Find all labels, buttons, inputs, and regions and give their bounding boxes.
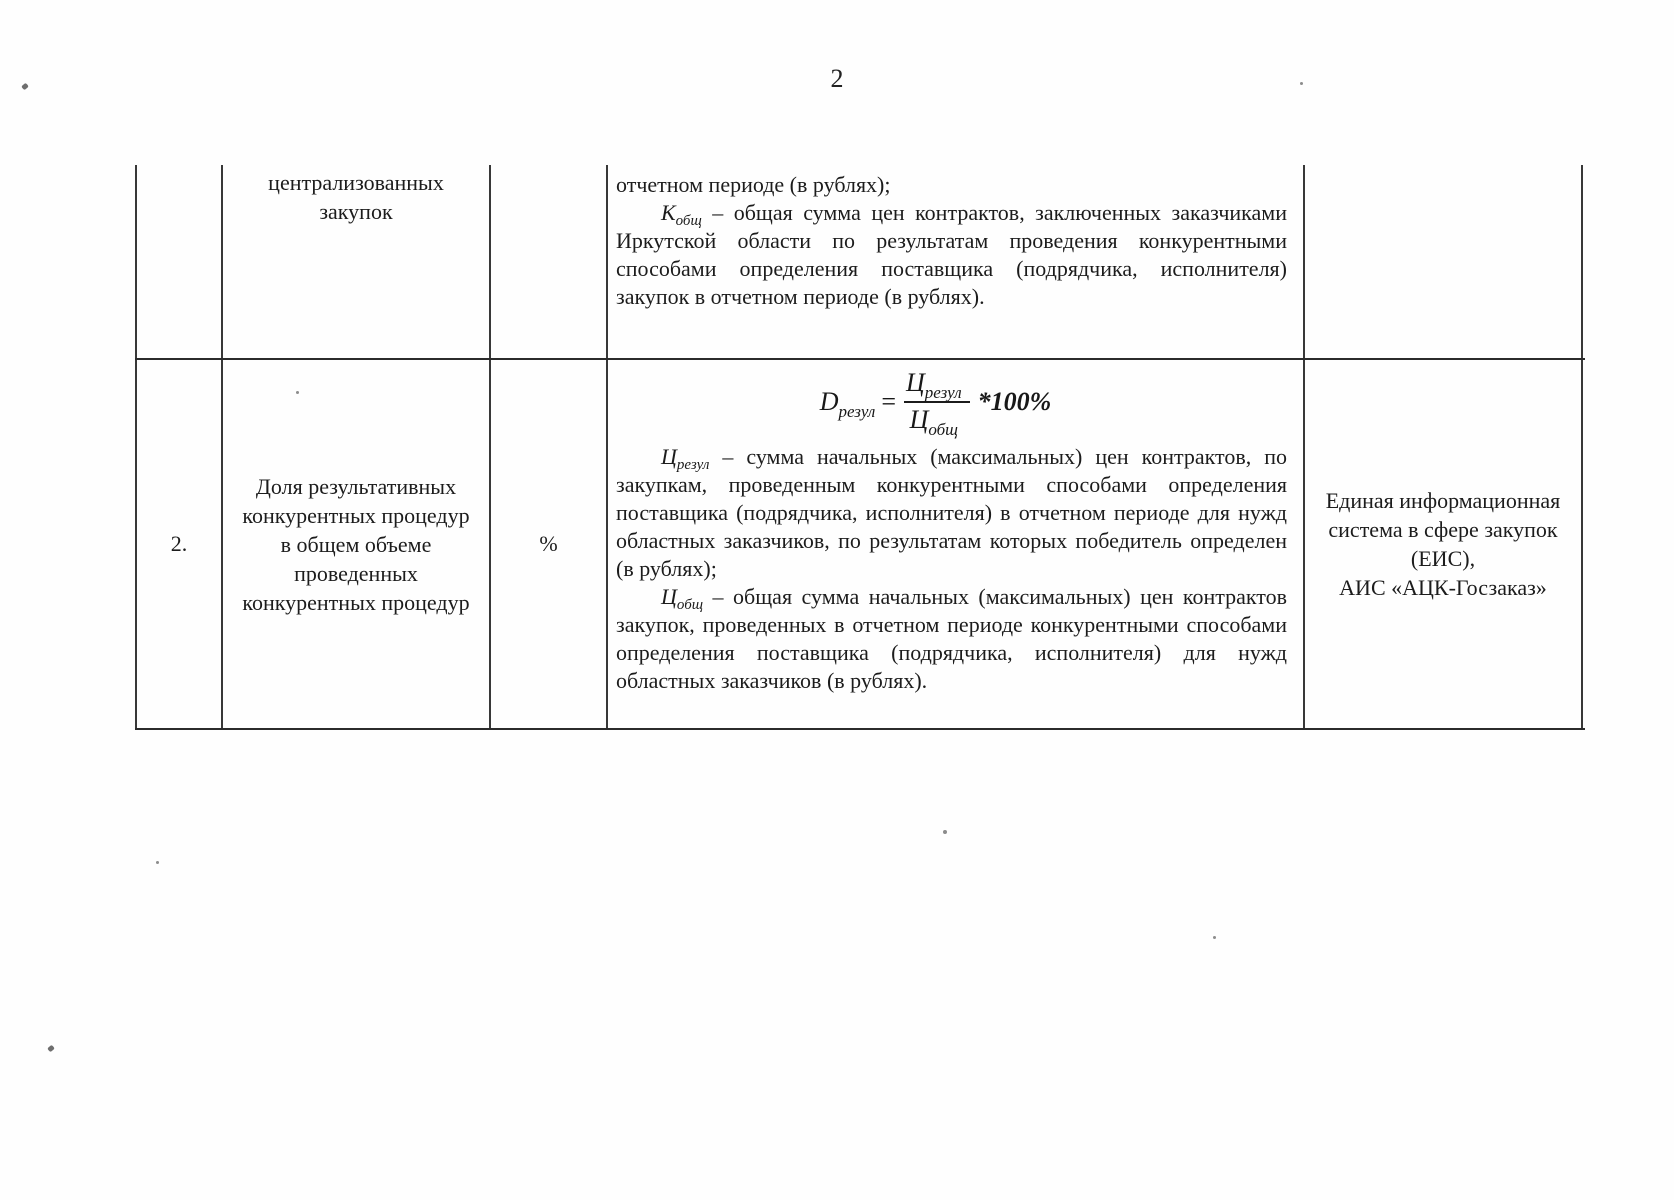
cell-unit [491, 360, 608, 728]
scan-speck [1213, 936, 1216, 939]
formula-numerator-subscript: резул [924, 383, 962, 402]
cell-source [1305, 360, 1583, 728]
formula-variable: К [661, 200, 676, 225]
indicator-name-line: в общем объеме [280, 531, 432, 557]
cell-method [608, 165, 1305, 358]
unit-value: % [539, 531, 558, 556]
indicators-table [135, 165, 1585, 730]
scan-speck [296, 391, 299, 394]
cell-method [608, 360, 1305, 728]
method-paragraph [616, 199, 1287, 311]
cell-unit [491, 165, 608, 358]
formula-denominator-subscript: общ [928, 420, 959, 439]
method-paragraph-text: – общая сумма начальных (максимальных) цен контрактов закупок, проведенных в отчетном периоде конкурентными способами определения поставщика (подрядчика, исполнителя) для нужд областных заказчиков (в рублях). [616, 584, 1287, 693]
cell-row-number [135, 165, 223, 358]
indicator-name-line: проведенных [294, 560, 418, 586]
formula-variable: Ц [661, 584, 677, 609]
cell-indicator-name [223, 360, 491, 728]
source-line: Единая информационная [1325, 488, 1561, 513]
indicator-name-line: Доля результативных [255, 473, 457, 499]
formula-variable: Ц [661, 444, 677, 469]
formula-lhs-subscript: резул [838, 401, 876, 421]
method-paragraph [616, 443, 1287, 583]
source-line: система в сфере закупок [1328, 517, 1558, 542]
formula-block [608, 360, 1303, 437]
formula-variable-subscript: резул [676, 457, 710, 473]
source-line: (ЕИС), [1410, 546, 1476, 571]
cell-indicator-name [223, 165, 491, 358]
cell-source [1305, 165, 1583, 358]
formula [819, 368, 1052, 439]
indicator-name-line: конкурентных процедур [242, 502, 470, 528]
formula-fraction [904, 368, 970, 439]
indicator-name-line: централизованных [268, 170, 444, 195]
scan-speck [943, 830, 947, 834]
table-row [135, 165, 1585, 360]
indicator-name-line: конкурентных процедур [242, 589, 470, 615]
formula-lhs: $D_{резул}$ [819, 386, 876, 421]
page-number: 2 [830, 64, 844, 93]
formula-variable-subscript: общ [675, 213, 702, 229]
formula-equals-sign: = [881, 386, 896, 416]
method-paragraph-text: – сумма начальных (максимальных) цен контрактов, по закупкам, проведенным конкурентными способами определения поставщика (подрядчика, исполнителя) в отчетном периоде для нужд областных заказчиков, по результатам которых победитель определен (в рублях); [616, 444, 1287, 581]
formula-variable-subscript: общ [676, 597, 704, 613]
source-line: АИС «АЦК-Госзаказ» [1339, 575, 1547, 600]
method-paragraph [616, 583, 1287, 695]
indicator-name-line: закупок [319, 199, 393, 224]
cell-row-number [135, 360, 223, 728]
formula-numerator: $Ц_{резул}$ [904, 368, 970, 403]
table-row [135, 360, 1585, 730]
scan-speck [1300, 82, 1303, 85]
scan-speck [156, 861, 159, 864]
row-number: 2. [170, 531, 188, 556]
scan-speck [47, 1045, 55, 1053]
formula-factor: *100% [977, 386, 1052, 416]
method-continuation-text: отчетном периоде (в рублях); [616, 172, 891, 197]
method-paragraph-text: – общая сумма цен контрактов, заключенных заказчиками Иркутской области по результатам проведения конкурентными способами определения поставщика (подрядчика, исполнителя) закупок в отчетном периоде (в рублях). [616, 200, 1287, 309]
formula-denominator: $Ц_{общ}$ [909, 405, 959, 439]
